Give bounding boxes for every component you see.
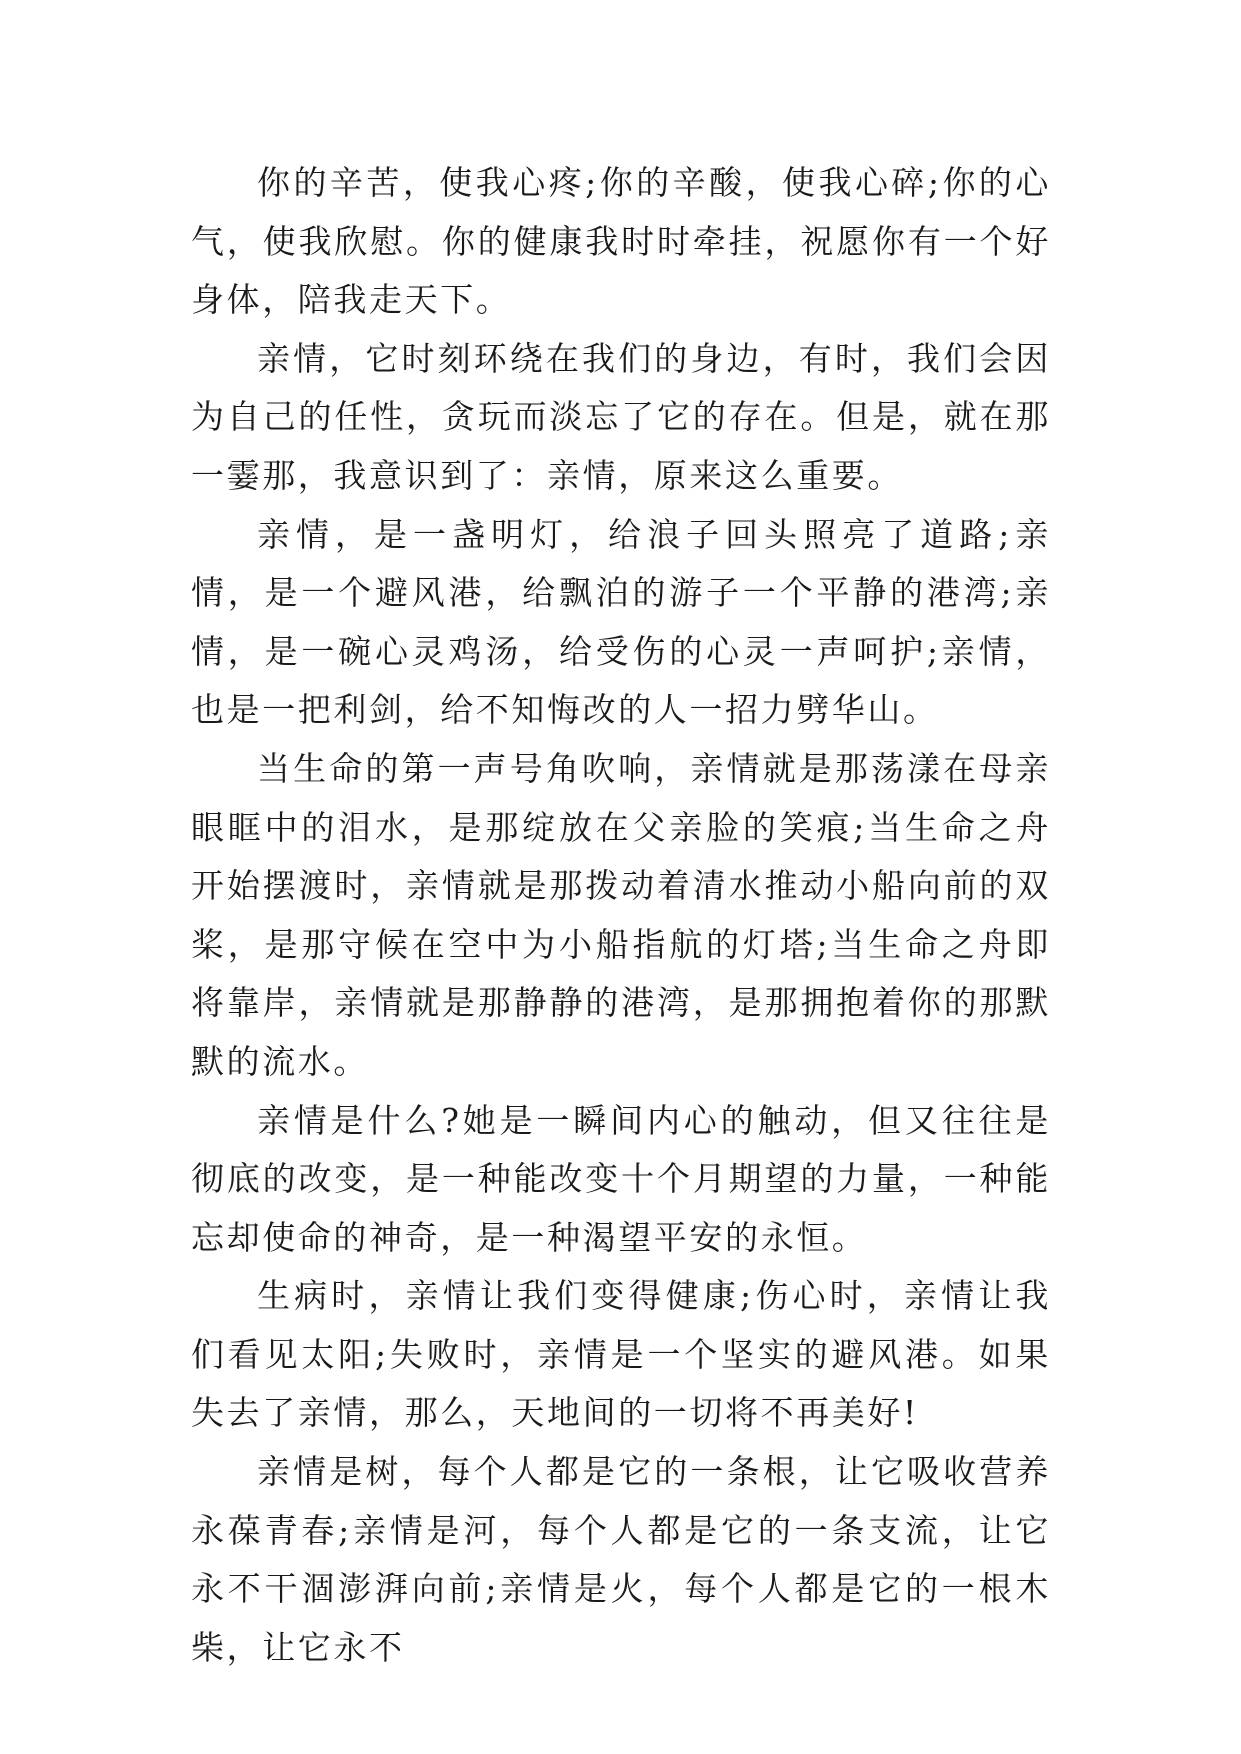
paragraph-3: 亲情，是一盏明灯，给浪子回头照亮了道路;亲情，是一个避风港，给飘泊的游子一个平静的港湾;亲情，是一碗心灵鸡汤，给受伤的心灵一声呵护;亲情，也是一把利剑，给不知悔改的人一招力劈华山。	[191, 514, 1051, 730]
paragraph-4: 当生命的第一声号角吹响，亲情就是那荡漾在母亲眼眶中的泪水，是那绽放在父亲脸的笑痕;当生命之舟开始摆渡时，亲情就是那拨动着清水推动小船向前的双桨，是那守候在空中为小船指航的灯塔;当生命之舟即将靠岸，亲情就是那静静的港湾，是那拥抱着你的那默默的流水。	[191, 748, 1051, 1081]
paragraph-1: 你的辛苦，使我心疼;你的辛酸，使我心碎;你的心气，使我欣慰。你的健康我时时牵挂，祝愿你有一个好身体，陪我走天下。	[191, 163, 1051, 320]
paragraph-2: 亲情，它时刻环绕在我们的身边，有时，我们会因为自己的任性，贪玩而淡忘了它的存在。但是，就在那一霎那，我意识到了：亲情，原来这么重要。	[191, 338, 1051, 495]
document-body	[191, 154, 1051, 1677]
paragraph-6: 生病时，亲情让我们变得健康;伤心时，亲情让我们看见太阳;失败时，亲情是一个坚实的避风港。如果失去了亲情，那么，天地间的一切将不再美好!	[191, 1276, 1051, 1433]
paragraph-5: 亲情是什么?她是一瞬间内心的触动，但又往往是彻底的改变，是一种能改变十个月期望的力量，一种能忘却使命的神奇，是一种渴望平安的永恒。	[191, 1100, 1051, 1257]
paragraph-7: 亲情是树，每个人都是它的一条根，让它吸收营养永葆青春;亲情是河，每个人都是它的一条支流，让它永不干涸澎湃向前;亲情是火，每个人都是它的一根木柴，让它永不	[191, 1452, 1051, 1667]
